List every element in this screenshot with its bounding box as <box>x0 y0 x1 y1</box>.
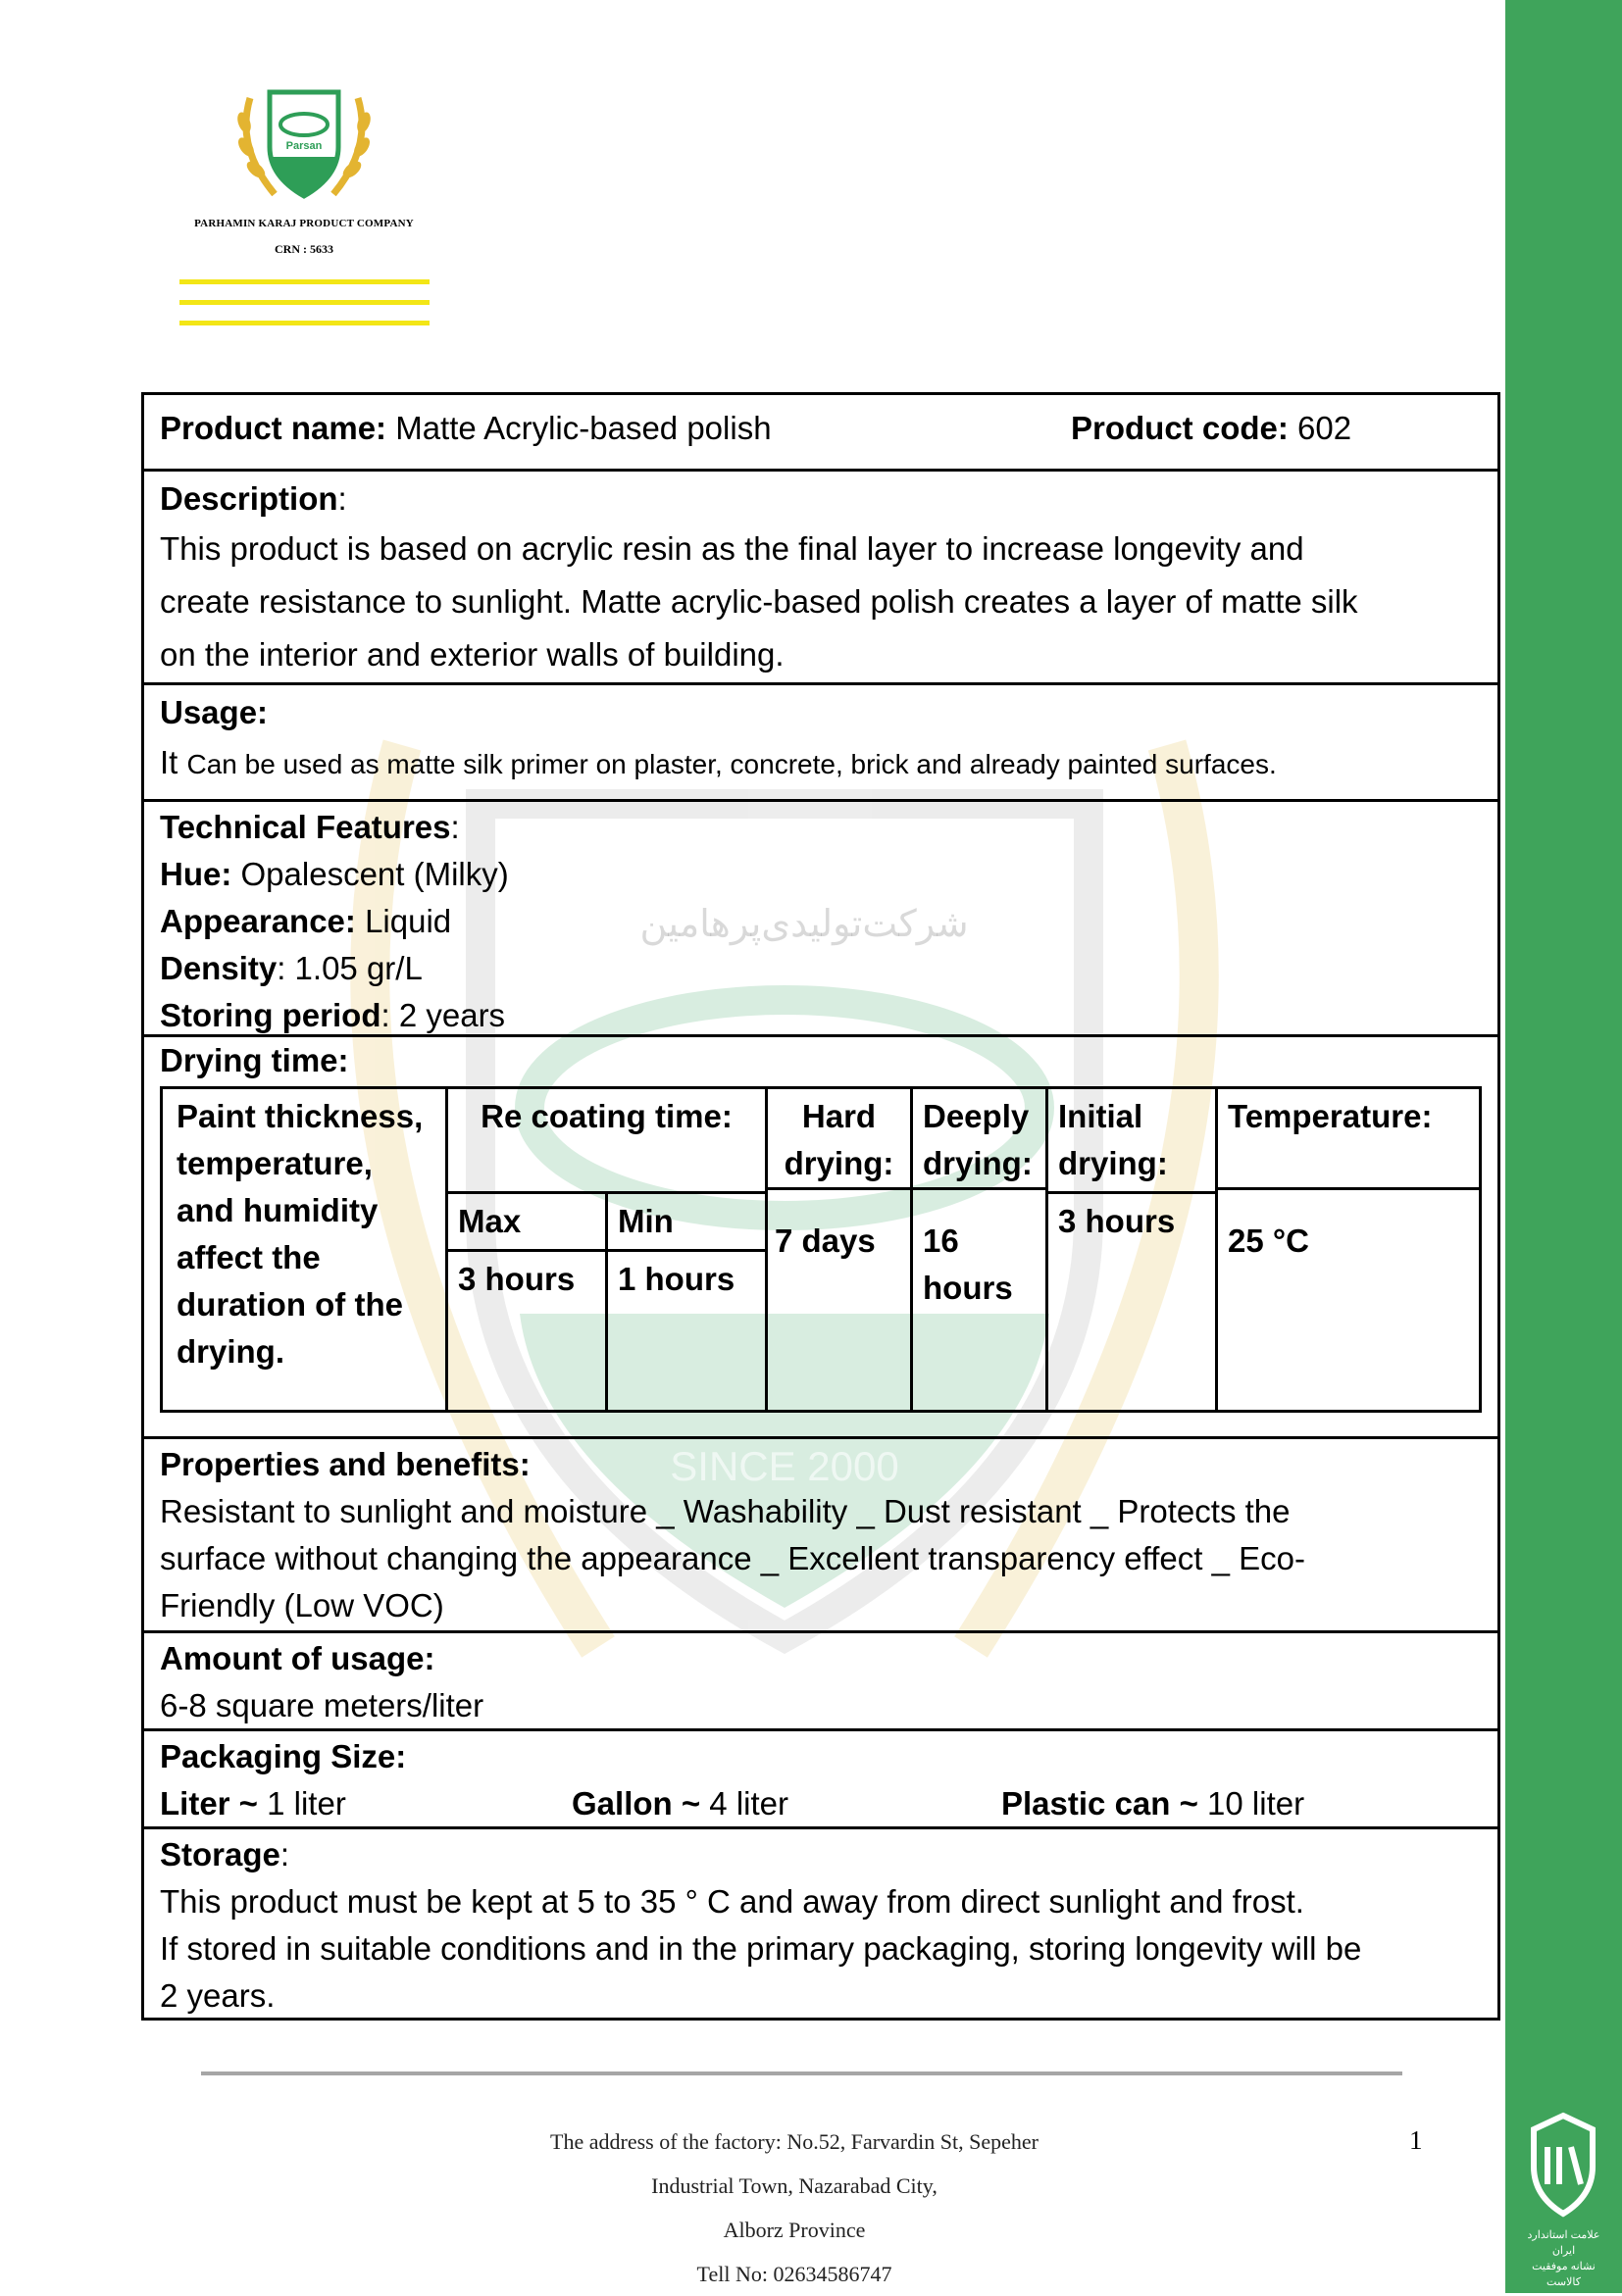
temperature-value: 25 °C <box>1215 1187 1482 1374</box>
hard-drying-cell: Hard drying: 7 days <box>767 1088 912 1412</box>
page-number: 1 <box>1409 2125 1423 2155</box>
appearance-label: Appearance: <box>160 903 356 939</box>
density-label: Density <box>160 950 278 986</box>
technical-features-section: Technical Features: Hue: Opalescent (Milky) Appearance: Liquid Density: 1.05 gr/L Storing period: 2 years <box>144 802 1497 1037</box>
description-label: Description <box>160 480 338 517</box>
company-logo <box>172 78 436 343</box>
description-line: create resistance to sunlight. Matte acrylic-based polish creates a layer of matte silk <box>160 583 1358 620</box>
description-line: on the interior and exterior walls of building. <box>160 636 785 673</box>
recoat-header: Re coating time: <box>447 1088 767 1193</box>
side-green-bar <box>1505 0 1622 2293</box>
product-code-label: Product code: <box>1071 410 1289 446</box>
hard-drying-value: 7 days <box>765 1187 913 1374</box>
storage-line: If stored in suitable conditions and in the primary packaging, storing longevity will be <box>160 1930 1362 1967</box>
hue-label: Hue: <box>160 856 232 892</box>
laurel-shield-icon <box>230 78 378 206</box>
product-code-value: 602 <box>1297 410 1352 446</box>
yellow-line <box>179 279 430 284</box>
drying-table <box>160 1086 1482 1413</box>
company-name: PARHAMIN KARAJ PRODUCT COMPANY <box>194 218 414 229</box>
product-name-row <box>144 395 1497 472</box>
packaging-item-liter: Liter ~ 1 liter <box>160 1785 346 1822</box>
packaging-label: Packaging Size: <box>160 1738 407 1774</box>
drying-label: Drying time: <box>160 1042 349 1078</box>
appearance-value: Liquid <box>355 903 452 939</box>
product-name-value: Matte Acrylic-based polish <box>395 410 772 446</box>
drying-time-section <box>144 1037 1497 1439</box>
yellow-line <box>179 300 430 305</box>
storage-section: Storage: This product must be kept at 5 to 35 ° C and away from direct sunlight and frost. If stored in suitable conditions and in the primary packaging, storing longevity will be 2 years. <box>144 1829 1497 2018</box>
deep-drying-value: 16 hours <box>910 1187 1048 1374</box>
recoat-max-value: 3 hours <box>447 1251 607 1412</box>
storage-line: 2 years. <box>160 1977 276 2014</box>
drying-note-cell: Paint thickness, temperature, and humidity affect the duration of the drying. <box>162 1088 447 1412</box>
properties-line: surface without changing the appearance _ Excellent transparency effect _ Eco- <box>160 1540 1305 1576</box>
hue-value: Opalescent (Milky) <box>231 856 509 892</box>
factory-address: The address of the factory: No.52, Farvardin St, Sepeher Industrial Town, Nazarabad City, Alborz Province Tell No: 02634586747 <box>550 2129 1039 2286</box>
iran-standard-badge: علامت استاندارد ایران نشانه موفقیت کالاست <box>1522 2108 1605 2284</box>
recoat-min-value: 1 hours <box>607 1251 767 1412</box>
properties-label: Properties and benefits: <box>160 1446 531 1482</box>
amount-of-usage-section <box>144 1633 1497 1731</box>
usage-section: Usage: It Can be used as matte silk primer on plaster, concrete, brick and already painted surfaces. <box>144 685 1497 802</box>
yellow-line <box>179 321 430 325</box>
recoat-max-label: Max <box>447 1193 607 1251</box>
temperature-cell: Temperature: 25 °C <box>1217 1088 1481 1412</box>
packaging-section <box>144 1731 1497 1829</box>
amount-value: 6-8 square meters/liter <box>160 1687 484 1723</box>
usage-text: Can be used as matte silk primer on plaster, concrete, brick and already painted surfaces. <box>186 749 1277 779</box>
standard-mark-icon <box>1522 2108 1605 2223</box>
product-datasheet-table <box>141 392 1500 2021</box>
watermark-text: شرکت‌تولیدی‌پرهامین <box>639 902 969 945</box>
svg-text:SINCE 2000: SINCE 2000 <box>670 1443 899 1489</box>
storage-line: This product must be kept at 5 to 35 ° C and away from direct sunlight and frost. <box>160 1883 1304 1920</box>
storage-label: Storage <box>160 1836 280 1872</box>
initial-drying-value: 3 hours <box>1047 1193 1217 1412</box>
usage-label: Usage: <box>160 694 269 730</box>
packaging-item-gallon: Gallon ~ 4 liter <box>572 1785 788 1822</box>
properties-line: Resistant to sunlight and moisture _ Washability _ Dust resistant _ Protects the <box>160 1493 1291 1529</box>
properties-section <box>144 1439 1497 1633</box>
footer-divider <box>201 2071 1402 2075</box>
initial-drying-header: Initial drying: <box>1047 1088 1217 1193</box>
storing-period-value: : 2 years <box>380 997 506 1033</box>
company-crn: CRN : 5633 <box>275 242 333 256</box>
deep-drying-cell: Deeply drying: 16 hours <box>912 1088 1047 1412</box>
description-section: Description: This product is based on acrylic resin as the final layer to increase longevity and create resistance to sunlight. Matte acrylic-based polish creates a layer of matte silk on the interior and exterior walls of building. <box>144 472 1497 685</box>
product-name-label: Product name: <box>160 410 387 446</box>
packaging-item-plastic-can: Plastic can ~ 10 liter <box>1001 1785 1305 1822</box>
storing-period-label: Storing period <box>160 997 381 1033</box>
technical-label: Technical Features <box>160 809 451 845</box>
amount-label: Amount of usage: <box>160 1640 435 1676</box>
description-line: This product is based on acrylic resin as the final layer to increase longevity and <box>160 530 1304 567</box>
svg-text:Parsan: Parsan <box>285 140 323 152</box>
properties-line: Friendly (Low VOC) <box>160 1587 444 1623</box>
recoat-min-label: Min <box>607 1193 767 1251</box>
density-value: : 1.05 gr/L <box>277 950 423 986</box>
